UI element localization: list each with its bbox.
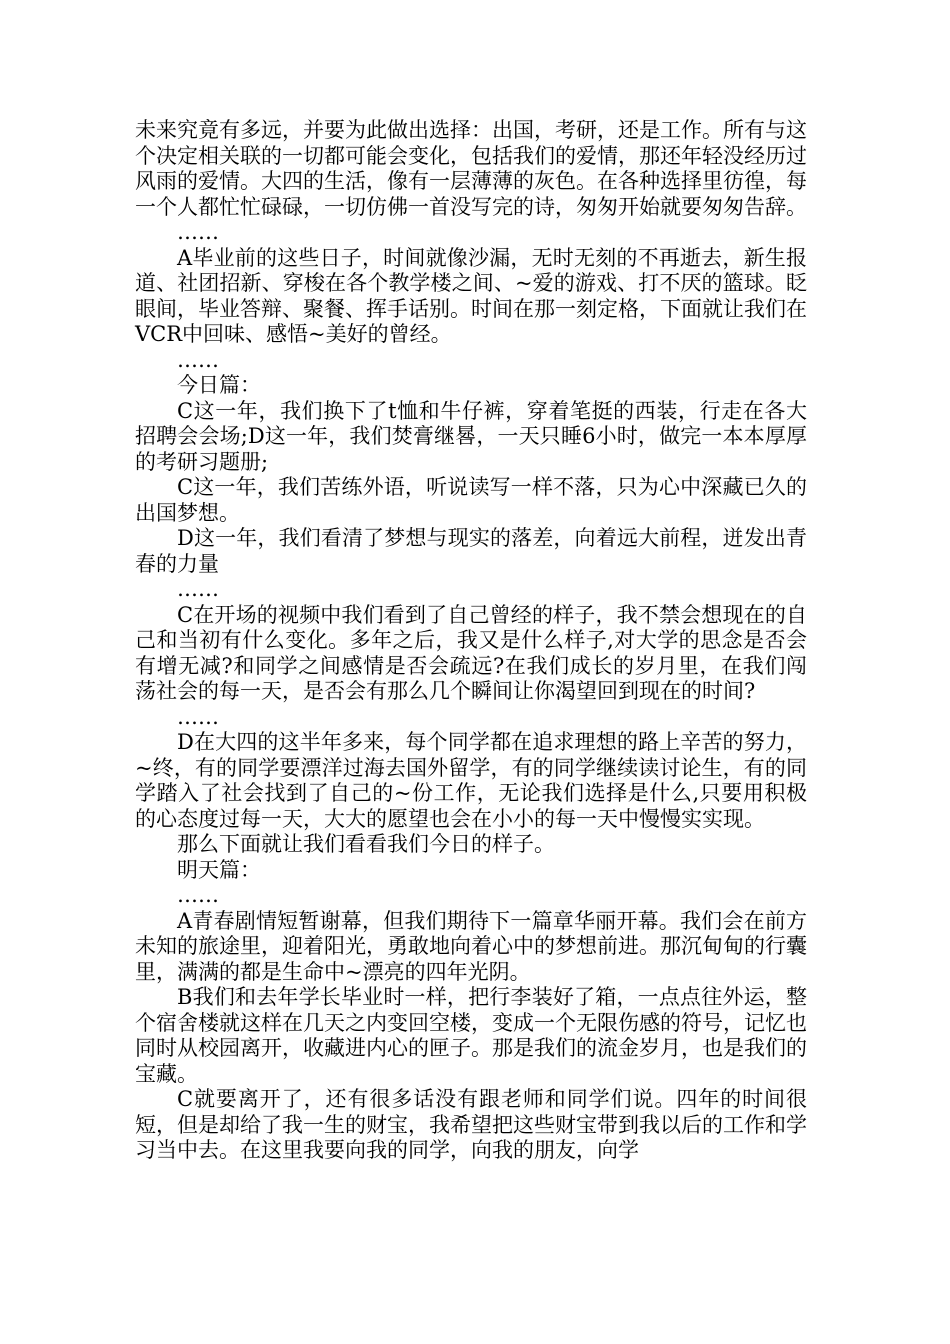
paragraph: C就要离开了，还有很多话没有跟老师和同学们说。四年的时间很短，但是却给了我一生的财宝，我希望把这些财宝带到我以后的工作和学习当中去。在这里我要向我的同学，向我的朋友，向学 (135, 1087, 807, 1162)
document-body (135, 118, 807, 1164)
section-heading-today: 今日篇： (177, 373, 261, 397)
paragraph: 那么下面就让我们看看我们今日的样子。 (177, 832, 555, 856)
ellipsis-separator: …… (177, 704, 219, 729)
paragraph: C这一年，我们苦练外语，听说读写一样不落，只为心中深藏已久的出国梦想。 (135, 475, 807, 525)
paragraph: D这一年，我们看清了梦想与现实的落差，向着远大前程，迸发出青春的力量 (135, 526, 807, 576)
paragraph: B我们和去年学长毕业时一样，把行李装好了箱，一点点往外运，整个宿舍楼就这样在几天之内变回空楼，变成一个无限伤感的符号，记忆也同时从校园离开，收藏进内心的匣子。那是我们的流金岁月，也是我们的宝藏。 (135, 985, 807, 1086)
paragraph: D在大四的这半年多来，每个同学都在追求理想的路上辛苦的努力，~终，有的同学要漂洋过海去国外留学，有的同学继续读讨论生，有的同学踏入了社会找到了自己的~份工作，无论我们选择是什么,只要用积极的心态度过每一天，大大的愿望也会在小小的每一天中慢慢实实现。 (135, 730, 807, 831)
paragraph: C在开场的视频中我们看到了自己曾经的样子，我不禁会想现在的自己和当初有什么变化。多年之后，我又是什么样子,对大学的思念是否会有增无减?和同学之间感情是否会疏远?在我们成长的岁月里，在我们闯荡社会的每一天，是否会有那么几个瞬间让你渴望回到现在的时间? (135, 602, 807, 703)
ellipsis-separator: …… (177, 220, 219, 244)
section-heading-tomorrow: 明天篇： (177, 857, 261, 882)
paragraph: C这一年，我们换下了t恤和牛仔裤，穿着笔挺的西装，行走在各大招聘会会场;D这一年，我们焚膏继晷，一天只睡6小时，做完一本本厚厚的考研习题册; (135, 398, 807, 474)
ellipsis-separator: …… (177, 577, 219, 601)
paragraph: A青春剧情短暂谢幕，但我们期待下一篇章华丽开幕。我们会在前方未知的旅途里，迎着阳光，勇敢地向着心中的梦想前进。那沉甸甸的行囊里，满满的都是生命中~漂亮的四年光阴。 (135, 908, 807, 984)
ellipsis-separator: …… (177, 347, 219, 372)
ellipsis-separator: …… (177, 883, 219, 907)
paragraph: A毕业前的这些日子，时间就像沙漏，无时无刻的不再逝去，新生报道、社团招新、穿梭在各个教学楼之间、~爱的游戏、打不厌的篮球。眨眼间，毕业答辩、聚餐、挥手话别。时间在那一刻定格，下面就让我们在VCR中回味、感悟~美好的曾经。 (135, 245, 807, 346)
paragraph: 未来究竟有多远，并要为此做出选择：出国，考研，还是工作。所有与这个决定相关联的一切都可能会变化，包括我们的爱情，那还年轻没经历过风雨的爱情。大四的生活，像有一层薄薄的灰色。在各种选择里彷徨，每一个人都忙忙碌碌，一切仿佛一首没写完的诗，匆匆开始就要匆匆告辞。 (135, 118, 807, 219)
